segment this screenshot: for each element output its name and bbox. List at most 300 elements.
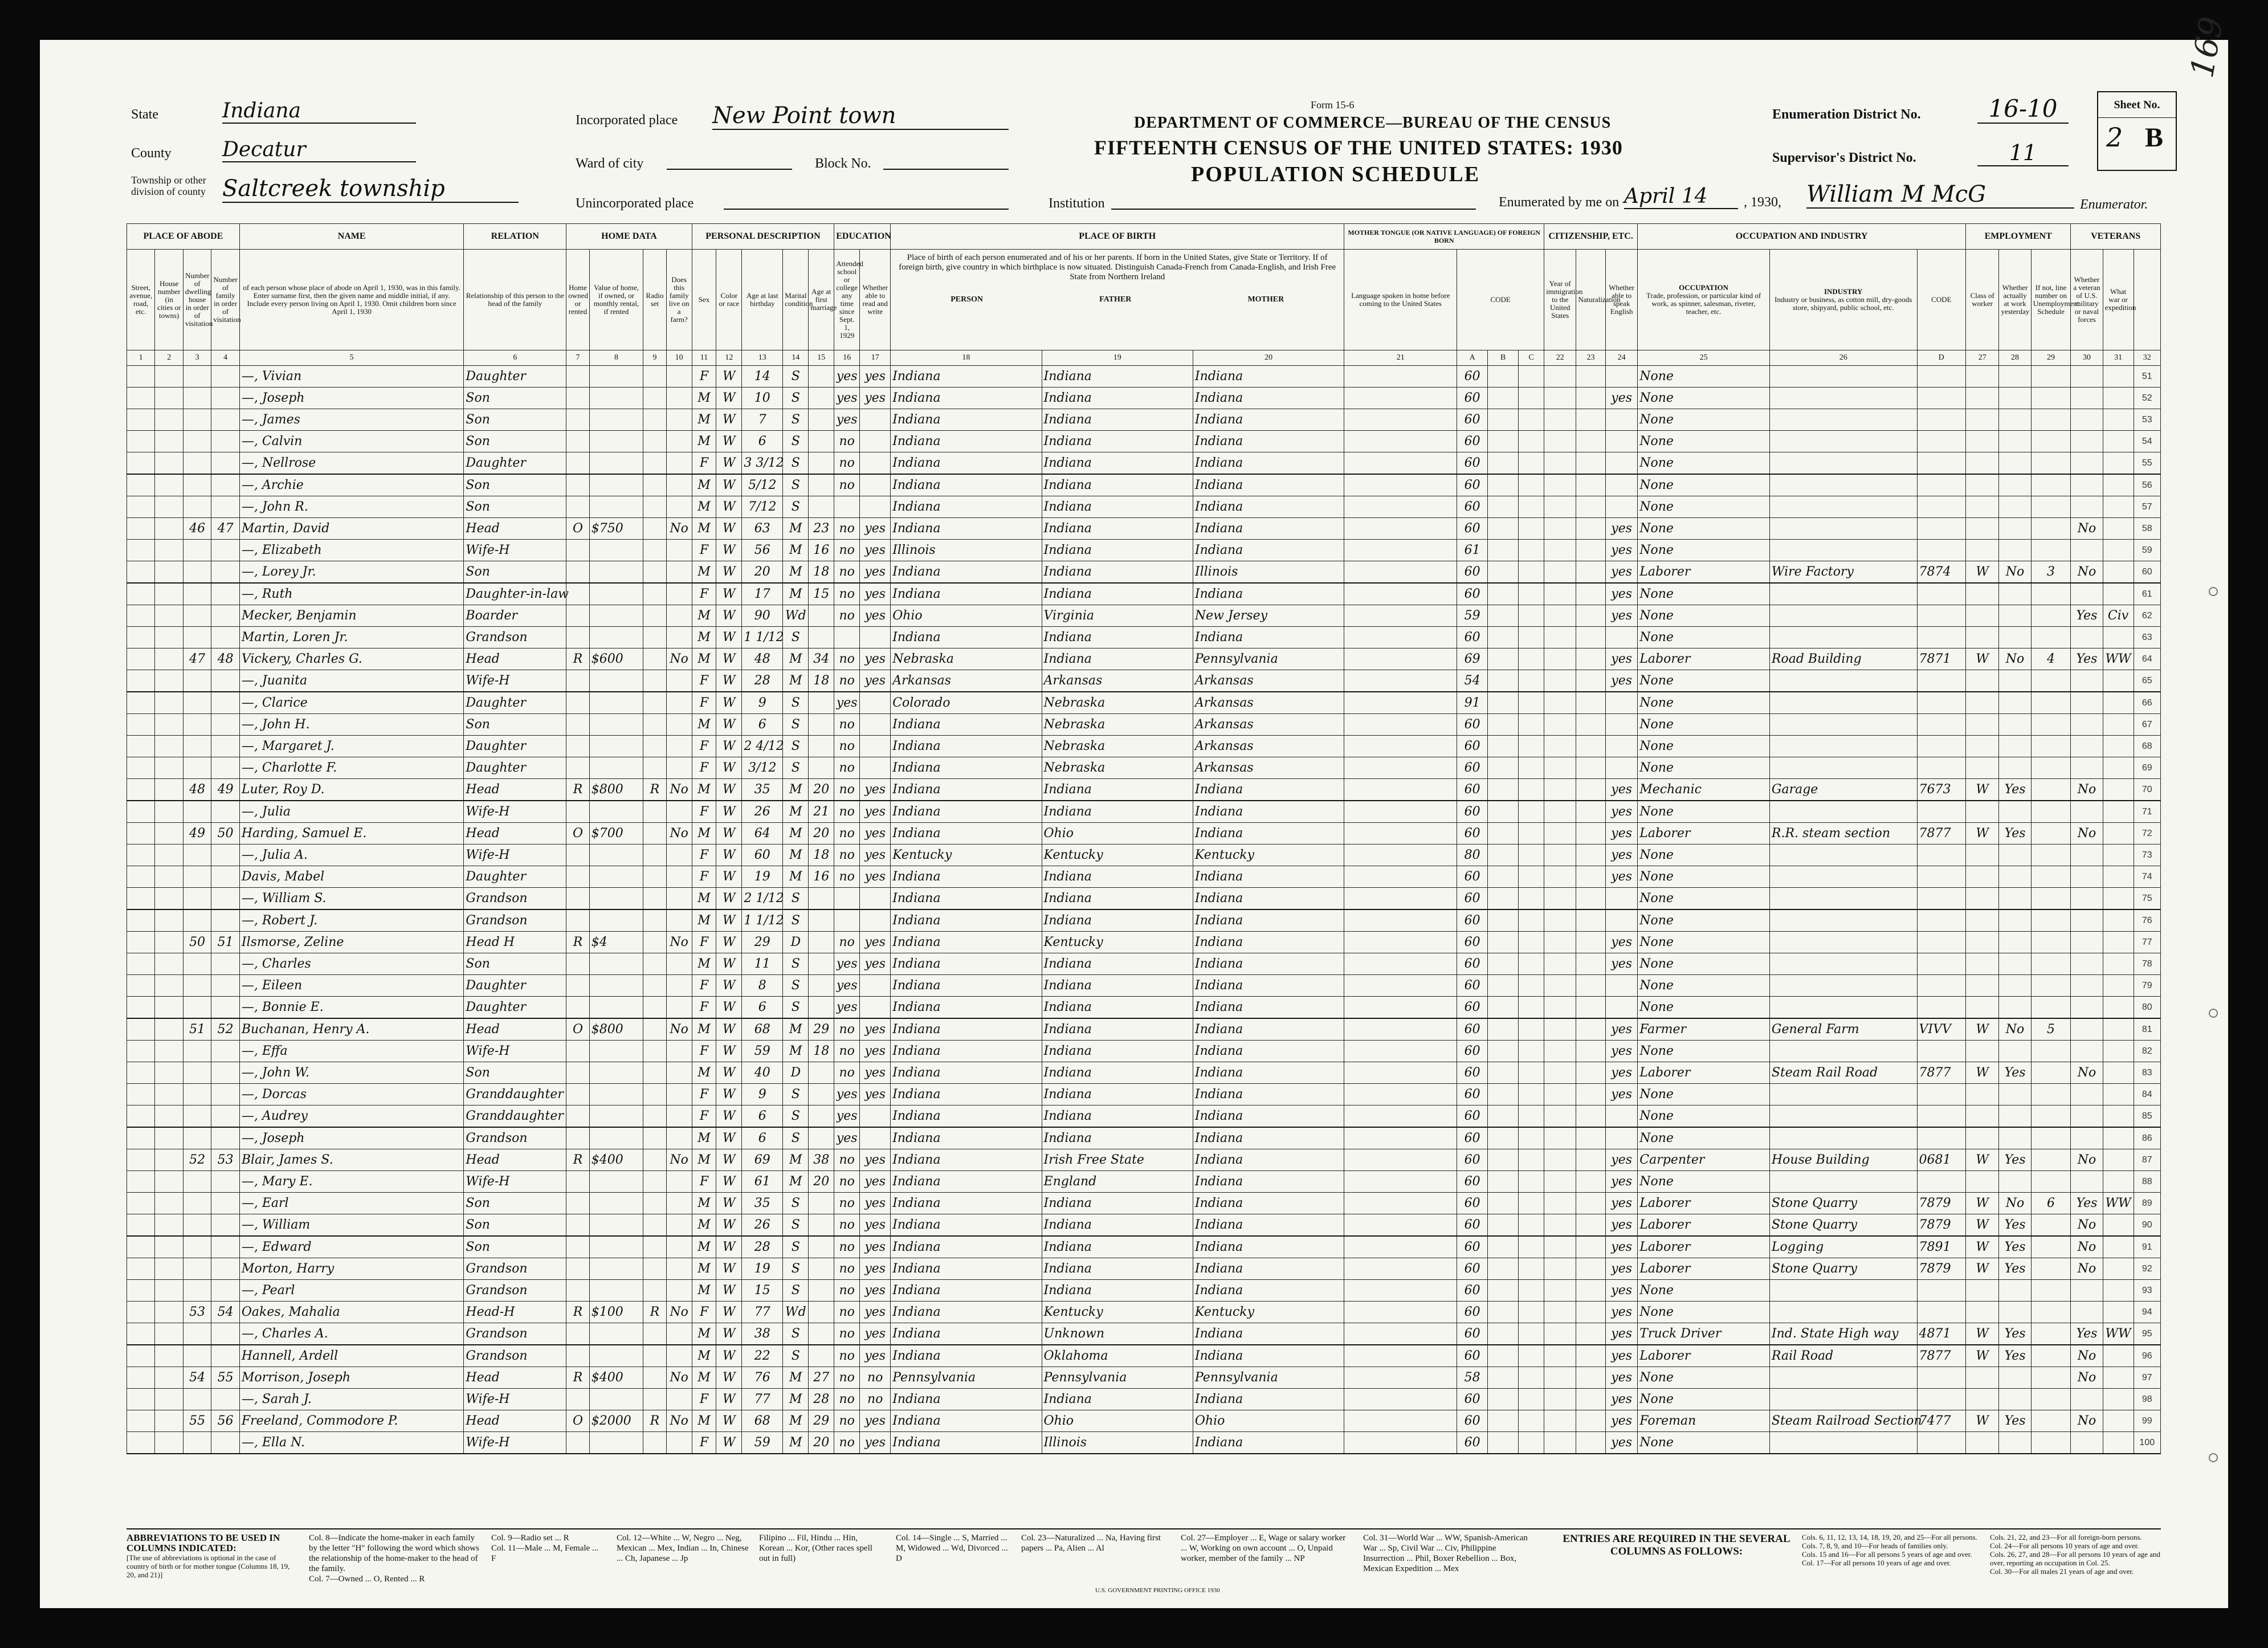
birthplace-mother: Pennsylvania: [1193, 1367, 1344, 1389]
birthplace-mother: Indiana: [1193, 1171, 1344, 1193]
footer-col12b: [759, 1533, 884, 1564]
english-cell: yes: [1606, 540, 1638, 561]
house-cell: [155, 648, 183, 670]
naturalization-cell: [1576, 1084, 1606, 1106]
family-cell: 52: [211, 1018, 239, 1041]
industry-cell: [1769, 452, 1917, 475]
sex-cell: F: [692, 1389, 716, 1410]
race-cell: W: [716, 1106, 742, 1128]
dwelling-cell: [183, 757, 211, 779]
birthplace-mother: Indiana: [1193, 997, 1344, 1019]
sex-cell: F: [692, 997, 716, 1019]
war-cell: [2103, 1084, 2134, 1106]
language-cell: [1344, 1018, 1457, 1041]
relation-cell: Grandson: [464, 1323, 566, 1345]
occ-code-cell: [1917, 1280, 1965, 1302]
language-cell: [1344, 1106, 1457, 1128]
tongue-code-a: 60: [1457, 1171, 1488, 1193]
name-cell: Luter, Roy D.: [239, 779, 464, 801]
age-cell: 17: [742, 583, 783, 605]
language-cell: [1344, 627, 1457, 648]
age-cell: 38: [742, 1323, 783, 1345]
name-cell: —, Elizabeth: [239, 540, 464, 561]
occupation-cell: None: [1638, 670, 1770, 692]
marital-cell: M: [783, 801, 809, 823]
read-cell: yes: [860, 670, 891, 692]
occupation-cell: None: [1638, 953, 1770, 975]
occ-code-cell: 7871: [1917, 648, 1965, 670]
owned-cell: [566, 1193, 589, 1214]
immigration-cell: [1544, 1410, 1576, 1432]
industry-cell: [1769, 1127, 1917, 1149]
tongue-code-a: 60: [1457, 1389, 1488, 1410]
language-cell: [1344, 409, 1457, 431]
relation-cell: Grandson: [464, 1258, 566, 1280]
school-cell: no: [834, 1323, 860, 1345]
read-cell: yes: [860, 1041, 891, 1062]
work-cell: No: [1999, 1193, 2031, 1214]
unemployment-line-cell: 4: [2031, 648, 2071, 670]
race-cell: W: [716, 670, 742, 692]
table-row: [127, 1389, 2161, 1410]
occupation-cell: None: [1638, 1106, 1770, 1128]
race-cell: W: [716, 452, 742, 475]
dwelling-cell: [183, 366, 211, 387]
farm-cell: [666, 474, 692, 496]
birthplace-mother: Indiana: [1193, 1214, 1344, 1237]
class-cell: W: [1965, 823, 1998, 845]
unemployment-line-cell: [2031, 1214, 2071, 1237]
class-cell: W: [1965, 1062, 1998, 1084]
work-cell: [1999, 366, 2031, 387]
tongue-code-b: [1488, 583, 1519, 605]
tongue-code-a: 60: [1457, 1127, 1488, 1149]
class-cell: [1965, 845, 1998, 866]
school-cell: yes: [834, 997, 860, 1019]
line-number-right: 87: [2134, 1149, 2160, 1171]
marital-cell: S: [783, 757, 809, 779]
naturalization-cell: [1576, 1389, 1606, 1410]
table-row: [127, 845, 2161, 866]
footer-abbrev-block: [127, 1533, 297, 1579]
sub-school: Attended school or college any time since Sept. 1, 1929: [834, 250, 860, 350]
owned-cell: [566, 997, 589, 1019]
occ-code-cell: [1917, 627, 1965, 648]
family-cell: 53: [211, 1149, 239, 1171]
relation-cell: Son: [464, 1062, 566, 1084]
tongue-code-b: [1488, 1432, 1519, 1454]
owned-cell: [566, 540, 589, 561]
farm-cell: [666, 888, 692, 910]
value-cell: [589, 1280, 643, 1302]
immigration-cell: [1544, 561, 1576, 584]
read-cell: [860, 975, 891, 997]
state-value: Indiana: [222, 99, 416, 124]
read-cell: yes: [860, 605, 891, 627]
radio-cell: [643, 670, 666, 692]
unincorporated-label: Unincorporated place: [576, 196, 694, 211]
tongue-code-c: [1519, 409, 1544, 431]
line-number-right: 52: [2134, 387, 2160, 409]
column-number: 12: [716, 350, 742, 366]
marital-cell: M: [783, 1432, 809, 1454]
dwelling-cell: [183, 909, 211, 932]
language-cell: [1344, 801, 1457, 823]
farm-cell: [666, 496, 692, 518]
class-cell: W: [1965, 1214, 1998, 1237]
unemployment-line-cell: [2031, 1367, 2071, 1389]
read-cell: yes: [860, 801, 891, 823]
marital-cell: M: [783, 583, 809, 605]
language-cell: [1344, 1302, 1457, 1323]
occ-code-cell: [1917, 1302, 1965, 1323]
owned-cell: [566, 1171, 589, 1193]
work-cell: [1999, 932, 2031, 953]
industry-cell: [1769, 736, 1917, 757]
language-cell: [1344, 518, 1457, 540]
table-row: [127, 1367, 2161, 1389]
footer-entries-b: [1990, 1533, 2161, 1576]
tongue-code-b: [1488, 909, 1519, 932]
naturalization-cell: [1576, 801, 1606, 823]
read-cell: [860, 409, 891, 431]
column-number: D: [1917, 350, 1965, 366]
sex-cell: M: [692, 1236, 716, 1258]
age-married-cell: 29: [809, 1410, 834, 1432]
occupation-cell: None: [1638, 909, 1770, 932]
sex-cell: M: [692, 1127, 716, 1149]
entries-5: Cols. 21, 22, and 23—For all foreign-born persons.: [1990, 1533, 2142, 1541]
war-cell: [2103, 1018, 2134, 1041]
dwelling-cell: [183, 1084, 211, 1106]
house-cell: [155, 1018, 183, 1041]
birthplace-mother: Indiana: [1193, 540, 1344, 561]
language-cell: [1344, 779, 1457, 801]
age-cell: 1 1/12: [742, 627, 783, 648]
age-married-cell: [809, 997, 834, 1019]
english-cell: yes: [1606, 1236, 1638, 1258]
veteran-cell: No: [2071, 518, 2103, 540]
tongue-code-b: [1488, 866, 1519, 888]
read-cell: yes: [860, 1171, 891, 1193]
marital-cell: D: [783, 1062, 809, 1084]
immigration-cell: [1544, 909, 1576, 932]
unemployment-line-cell: [2031, 1149, 2071, 1171]
tongue-code-b: [1488, 648, 1519, 670]
english-cell: [1606, 888, 1638, 910]
dwelling-cell: [183, 975, 211, 997]
dwelling-cell: [183, 953, 211, 975]
radio-cell: [643, 1236, 666, 1258]
family-cell: [211, 692, 239, 714]
column-number: 11: [692, 350, 716, 366]
tongue-code-b: [1488, 997, 1519, 1019]
read-cell: yes: [860, 1214, 891, 1237]
birthplace-person: Indiana: [891, 1410, 1042, 1432]
marital-cell: S: [783, 714, 809, 736]
occ-code-cell: 0681: [1917, 1149, 1965, 1171]
line-number-right: 95: [2134, 1323, 2160, 1345]
naturalization-cell: [1576, 518, 1606, 540]
family-cell: [211, 496, 239, 518]
relation-cell: Head: [464, 779, 566, 801]
marital-cell: S: [783, 1193, 809, 1214]
birthplace-mother: Indiana: [1193, 932, 1344, 953]
age-married-cell: 23: [809, 518, 834, 540]
dwelling-cell: 53: [183, 1302, 211, 1323]
name-cell: Davis, Mabel: [239, 866, 464, 888]
table-row: [127, 1127, 2161, 1149]
age-cell: 59: [742, 1041, 783, 1062]
table-row: [127, 1410, 2161, 1432]
age-married-cell: [809, 1062, 834, 1084]
age-married-cell: 34: [809, 648, 834, 670]
birthplace-father: Indiana: [1042, 975, 1193, 997]
tongue-code-a: 59: [1457, 605, 1488, 627]
naturalization-cell: [1576, 909, 1606, 932]
tongue-code-b: [1488, 932, 1519, 953]
school-cell: no: [834, 540, 860, 561]
tongue-code-c: [1519, 1041, 1544, 1062]
relation-cell: Head: [464, 1367, 566, 1389]
dwelling-cell: [183, 692, 211, 714]
unemployment-line-cell: 3: [2031, 561, 2071, 584]
war-cell: [2103, 583, 2134, 605]
table-row: [127, 605, 2161, 627]
age-cell: 29: [742, 932, 783, 953]
english-cell: [1606, 909, 1638, 932]
english-cell: yes: [1606, 1041, 1638, 1062]
class-cell: [1965, 1106, 1998, 1128]
age-married-cell: 38: [809, 1149, 834, 1171]
school-cell: no: [834, 1062, 860, 1084]
class-cell: [1965, 932, 1998, 953]
sex-cell: M: [692, 1018, 716, 1041]
language-cell: [1344, 1171, 1457, 1193]
language-cell: [1344, 474, 1457, 496]
age-married-cell: [809, 888, 834, 910]
birthplace-person: Indiana: [891, 1106, 1042, 1128]
birthplace-person: Indiana: [891, 387, 1042, 409]
work-cell: [1999, 714, 2031, 736]
age-married-cell: [809, 757, 834, 779]
farm-cell: [666, 953, 692, 975]
column-number: 8: [589, 350, 643, 366]
table-row: [127, 1345, 2161, 1367]
house-cell: [155, 605, 183, 627]
naturalization-cell: [1576, 823, 1606, 845]
line-number-right: 55: [2134, 452, 2160, 475]
work-cell: Yes: [1999, 1345, 2031, 1367]
farm-cell: [666, 627, 692, 648]
relation-cell: Grandson: [464, 1127, 566, 1149]
birthplace-father: Indiana: [1042, 1214, 1193, 1237]
age-cell: 2 4/12: [742, 736, 783, 757]
occupation-cell: None: [1638, 627, 1770, 648]
house-cell: [155, 1302, 183, 1323]
industry-cell: [1769, 474, 1917, 496]
value-cell: [589, 953, 643, 975]
language-cell: [1344, 1323, 1457, 1345]
owned-cell: [566, 474, 589, 496]
birthplace-father: Nebraska: [1042, 714, 1193, 736]
birthplace-person: Indiana: [891, 583, 1042, 605]
line-number-right: 85: [2134, 1106, 2160, 1128]
industry-cell: [1769, 518, 1917, 540]
relation-cell: Daughter: [464, 692, 566, 714]
school-cell: no: [834, 1280, 860, 1302]
race-cell: W: [716, 1323, 742, 1345]
unemployment-line-cell: [2031, 888, 2071, 910]
unemployment-line-cell: [2031, 997, 2071, 1019]
farm-cell: No: [666, 1367, 692, 1389]
abbrev-title: ABBREVIATIONS TO BE USED IN COLUMNS INDICATED:: [127, 1532, 280, 1553]
industry-cell: [1769, 1302, 1917, 1323]
name-cell: Morton, Harry: [239, 1258, 464, 1280]
class-cell: W: [1965, 1149, 1998, 1171]
relation-cell: Wife-H: [464, 1389, 566, 1410]
race-cell: W: [716, 801, 742, 823]
sub-age: Age at last birthday: [742, 250, 783, 350]
occ-code-cell: [1917, 452, 1965, 475]
street-cell: [127, 1258, 155, 1280]
street-cell: [127, 801, 155, 823]
industry-cell: [1769, 605, 1917, 627]
punch-hole: [2209, 1453, 2218, 1462]
work-cell: [1999, 909, 2031, 932]
value-cell: [589, 975, 643, 997]
birthplace-mother: Arkansas: [1193, 670, 1344, 692]
tongue-code-a: 61: [1457, 540, 1488, 561]
name-cell: —, Vivian: [239, 366, 464, 387]
value-cell: $400: [589, 1367, 643, 1389]
abbrev-note: [The use of abbreviations is optional in the case of country of birth or for mother tongue (Columns 18, 19, 20, and 21)]: [127, 1553, 290, 1579]
family-cell: 47: [211, 518, 239, 540]
relation-cell: Daughter: [464, 366, 566, 387]
school-cell: no: [834, 648, 860, 670]
radio-cell: [643, 997, 666, 1019]
house-cell: [155, 1127, 183, 1149]
naturalization-cell: [1576, 866, 1606, 888]
radio-cell: [643, 888, 666, 910]
line-number-right: 53: [2134, 409, 2160, 431]
name-cell: Martin, David: [239, 518, 464, 540]
industry-cell: [1769, 1084, 1917, 1106]
sex-cell: M: [692, 1258, 716, 1280]
name-cell: Vickery, Charles G.: [239, 648, 464, 670]
industry-cell: [1769, 1106, 1917, 1128]
name-cell: —, Julia A.: [239, 845, 464, 866]
column-number: 22: [1544, 350, 1576, 366]
sex-cell: M: [692, 1345, 716, 1367]
birthplace-person: Indiana: [891, 474, 1042, 496]
industry-cell: [1769, 801, 1917, 823]
birthplace-mother: Indiana: [1193, 1323, 1344, 1345]
street-cell: [127, 1280, 155, 1302]
radio-cell: R: [643, 779, 666, 801]
group-abode: PLACE OF ABODE: [127, 224, 240, 250]
family-cell: [211, 1258, 239, 1280]
sex-cell: M: [692, 605, 716, 627]
birthplace-father: Indiana: [1042, 627, 1193, 648]
owned-cell: O: [566, 823, 589, 845]
age-married-cell: 20: [809, 823, 834, 845]
marital-cell: D: [783, 932, 809, 953]
name-cell: —, Clarice: [239, 692, 464, 714]
industry-cell: Garage: [1769, 779, 1917, 801]
read-cell: yes: [860, 1018, 891, 1041]
column-number: 29: [2031, 350, 2071, 366]
line-number-right: 90: [2134, 1214, 2160, 1237]
farm-cell: No: [666, 1410, 692, 1432]
column-number: 18: [891, 350, 1042, 366]
birthplace-mother: Kentucky: [1193, 845, 1344, 866]
tongue-code-b: [1488, 1171, 1519, 1193]
sub-owned: Home owned or rented: [566, 250, 589, 350]
table-row: [127, 909, 2161, 932]
table-row: [127, 387, 2161, 409]
unemployment-line-cell: [2031, 736, 2071, 757]
marital-cell: M: [783, 1171, 809, 1193]
marital-cell: S: [783, 1236, 809, 1258]
school-cell: [834, 627, 860, 648]
industry-cell: [1769, 692, 1917, 714]
english-cell: [1606, 409, 1638, 431]
dwelling-cell: [183, 496, 211, 518]
marital-cell: S: [783, 888, 809, 910]
marital-cell: S: [783, 909, 809, 932]
naturalization-cell: [1576, 670, 1606, 692]
dwelling-cell: [183, 866, 211, 888]
sub-line-no: If not, line number on Unemployment Schedule: [2031, 250, 2071, 350]
sex-cell: M: [692, 1323, 716, 1345]
sex-cell: F: [692, 866, 716, 888]
dwelling-cell: [183, 1432, 211, 1454]
class-cell: W: [1965, 779, 1998, 801]
tongue-code-a: 60: [1457, 779, 1488, 801]
tongue-code-c: [1519, 866, 1544, 888]
class-cell: W: [1965, 648, 1998, 670]
industry-cell: [1769, 1367, 1917, 1389]
street-cell: [127, 1084, 155, 1106]
name-cell: Harding, Samuel E.: [239, 823, 464, 845]
naturalization-cell: [1576, 409, 1606, 431]
naturalization-cell: [1576, 1127, 1606, 1149]
street-cell: [127, 1367, 155, 1389]
industry-cell: Steam Railroad Section: [1769, 1410, 1917, 1432]
english-cell: yes: [1606, 1302, 1638, 1323]
school-cell: no: [834, 1410, 860, 1432]
veteran-cell: No: [2071, 1367, 2103, 1389]
war-cell: [2103, 627, 2134, 648]
war-cell: [2103, 866, 2134, 888]
work-cell: [1999, 387, 2031, 409]
footer-col31: [1363, 1533, 1534, 1574]
table-row: [127, 431, 2161, 452]
name-cell: —, Bonnie E.: [239, 997, 464, 1019]
tongue-code-b: [1488, 605, 1519, 627]
birthplace-mother: Indiana: [1193, 1018, 1344, 1041]
naturalization-cell: [1576, 496, 1606, 518]
table-row: [127, 1236, 2161, 1258]
tongue-code-a: 54: [1457, 670, 1488, 692]
industry-cell: [1769, 975, 1917, 997]
immigration-cell: [1544, 474, 1576, 496]
column-number: B: [1488, 350, 1519, 366]
farm-cell: No: [666, 648, 692, 670]
naturalization-cell: [1576, 932, 1606, 953]
tongue-code-a: 60: [1457, 932, 1488, 953]
